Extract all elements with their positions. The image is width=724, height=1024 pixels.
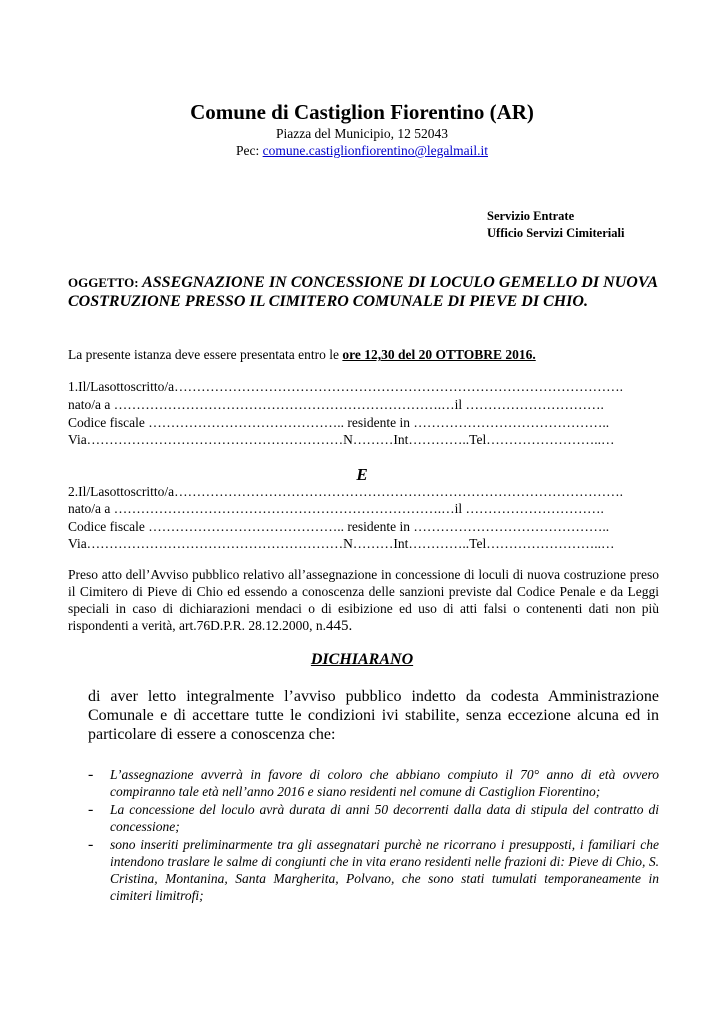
- declaration-paragraph: di aver letto integralmente l’avviso pubblico indetto da codesta Amministrazione Comunale e di accettare tutte le condizioni ivi stabilite, senza eccezione alcuna ed in particolare di essere a conoscenza che:: [88, 688, 659, 743]
- declare-heading: DICHIARANO: [310, 651, 414, 668]
- list-item: [88, 836, 659, 904]
- subject-label: OGGETTO:: [68, 275, 139, 290]
- applicant2-taxcode-field[interactable]: Codice fiscale …………………………………….. residente in ……………………………………..: [68, 519, 610, 534]
- applicant2-address-field[interactable]: Via…………………………………………………N………Int…………..Tel……………………..…: [68, 536, 615, 551]
- municipality-title: Comune di Castiglion Fiorentino (AR): [190, 100, 534, 124]
- municipality-address: Piazza del Municipio, 12 52043: [275, 126, 449, 141]
- deadline-date: ore 12,30 del 20 OTTOBRE 2016.: [342, 347, 536, 362]
- bullet-text: sono inseriti preliminarmente tra gli assegnatari purchè ne ricorrano i presupposti, i familiari che intendono traslare le salme di congiunti che in vita erano residenti nelle frazioni di: Pieve di Chio, S. Cristina, Montanina, Santa Margherita, Polvano, che sono stati tumulati temporaneamente in cimiteri limitrofi;: [110, 837, 659, 903]
- bullet-text: L’assegnazione avverrà in favore di coloro che abbiano compiuto il 70° anno di età ovvero compiranno tale età nell’anno 2016 e siano residenti nel comune di Castiglion Fiorentino;: [110, 767, 659, 799]
- list-item: [88, 801, 659, 835]
- deadline-notice: [68, 347, 536, 363]
- bullet-dash: -: [88, 766, 94, 783]
- bullet-text: La concessione del loculo avrà durata di anni 50 decorrenti dalla data di stipula del contratto di concessione;: [110, 802, 659, 834]
- pec-email-link[interactable]: comune.castiglionfiorentino@legalmail.it: [262, 143, 488, 158]
- applicant1-taxcode-field[interactable]: Codice fiscale …………………………………….. residente in ……………………………………..: [68, 415, 610, 430]
- applicant1-address-field[interactable]: Via…………………………………………………N………Int…………..Tel……………………..…: [68, 432, 615, 447]
- deadline-text: La presente istanza deve essere presentata entro le: [68, 347, 343, 362]
- premise-law-number: 445.: [325, 618, 353, 634]
- applicant2-name-field[interactable]: 2.Il/Lasottoscritto/a……………………………………………………………………………………….: [68, 484, 623, 499]
- bullet-dash: -: [88, 836, 94, 853]
- premise-text: Preso atto dell’Avviso pubblico relativo all’assegnazione in concessione di loculi di nuova costruzione preso il Cimitero di Pieve di Chio ed essendo a conoscenza delle sanzioni previste dal Codice Penale e da Leggi speciali in caso di dichiarazioni mendaci o di esibizione ed uso di atti falsi o contenenti dati non più rispondenti a verità, art.76D.P.R. 28.12.2000, n.: [68, 567, 659, 633]
- conditions-list: [88, 766, 659, 905]
- service-name: Servizio Entrate: [487, 209, 575, 223]
- pec-label: Pec:: [236, 143, 260, 158]
- pec-line: [0, 143, 724, 159]
- applicant1-name-field[interactable]: 1.Il/Lasottoscritto/a……………………………………………………………………………………….: [68, 379, 623, 394]
- applicant1-birth-field[interactable]: nato/a a ……………………………………………………………….…il ………………………….: [68, 397, 604, 412]
- bullet-dash: -: [88, 801, 94, 818]
- conjunction-e: E: [356, 465, 368, 484]
- subject-block: [68, 273, 658, 311]
- premise-paragraph: [68, 566, 659, 635]
- list-item: [88, 766, 659, 800]
- office-name: Ufficio Servizi Cimiteriali: [487, 226, 625, 240]
- applicant2-birth-field[interactable]: nato/a a ……………………………………………………………….…il ………………………….: [68, 501, 604, 516]
- subject-text: ASSEGNAZIONE IN CONCESSIONE DI LOCULO GEMELLO DI NUOVA COSTRUZIONE PRESSO IL CIMITERO COMUNALE DI PIEVE DI CHIO.: [68, 274, 658, 310]
